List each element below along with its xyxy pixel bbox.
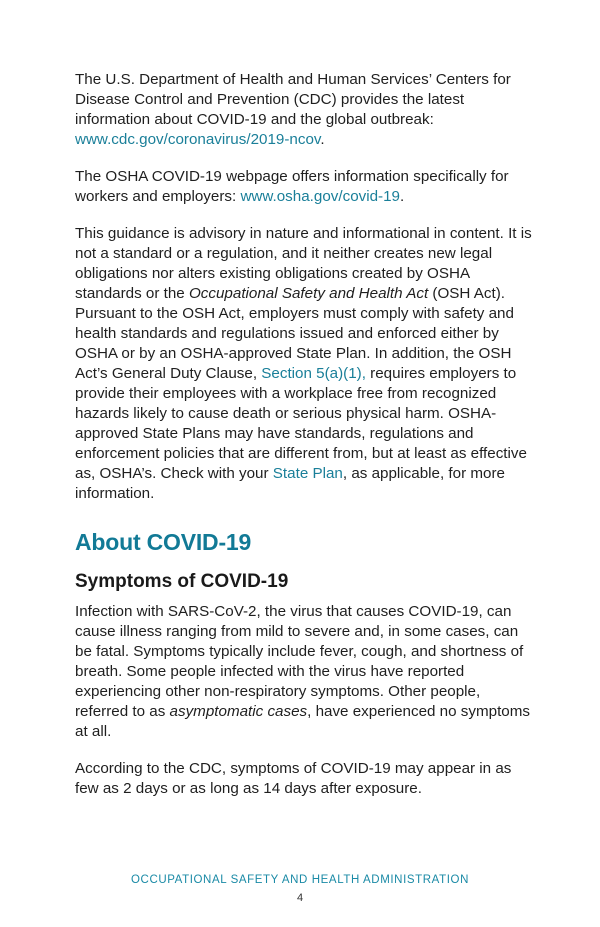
page-footer bbox=[0, 873, 600, 905]
paragraph-text: , have experienced no symptoms at all. bbox=[75, 703, 530, 740]
paragraph-text: (OSH Act). Pursuant to the OSH Act, employers must comply with safety and health standards and regulations issued and enforced either by OSHA or by an OSHA-approved State Plan. In addition, the OSH Act’s General Duty Clause, bbox=[75, 285, 514, 382]
footer-organization: OCCUPATIONAL SAFETY AND HEALTH ADMINISTRATION bbox=[131, 874, 469, 886]
paragraph-cdc bbox=[75, 70, 535, 150]
paragraph-text: , as applicable, for more information. bbox=[75, 465, 505, 502]
punctuation: . bbox=[400, 188, 405, 205]
subsection-heading: Symptoms of COVID-19 bbox=[75, 571, 289, 592]
paragraph-osha bbox=[75, 167, 535, 207]
section-heading: About COVID-19 bbox=[75, 529, 252, 555]
paragraph-text: The U.S. Department of Health and Human Services’ Centers for Disease Control and Prevention (CDC) provides the latest information about COVID-19 and the global outbreak: bbox=[75, 71, 511, 128]
state-plan-link[interactable]: State Plan bbox=[272, 465, 343, 482]
paragraph-incubation: According to the CDC, symptoms of COVID-19 may appear in as few as 2 days or as long as 14 days after exposure. bbox=[75, 760, 512, 797]
paragraph-guidance bbox=[75, 224, 535, 504]
paragraph-text: The OSHA COVID-19 webpage offers information specifically for workers and employers: bbox=[75, 168, 509, 205]
document-page bbox=[75, 70, 535, 816]
page-number: 4 bbox=[296, 892, 304, 904]
italic-term: asymptomatic cases bbox=[169, 703, 308, 720]
punctuation: . bbox=[320, 131, 325, 148]
section-5a1-link[interactable]: Section 5(a)(1), bbox=[261, 365, 366, 382]
paragraph-symptoms bbox=[75, 602, 535, 742]
act-title: Occupational Safety and Health Act bbox=[188, 285, 429, 302]
paragraph-text: Infection with SARS-CoV-2, the virus that causes COVID-19, can cause illness ranging from mild to severe and, in some cases, can be fatal. Symptoms typically include fever, cough, and shortness of breath. Some people infected with the virus have reported experiencing other non-respiratory symptoms. Other people, referred to as bbox=[75, 603, 524, 720]
cdc-link[interactable]: www.cdc.gov/coronavirus/2019-ncov bbox=[75, 131, 321, 148]
osha-link[interactable]: www.osha.gov/covid-19 bbox=[240, 188, 401, 205]
paragraph-text: requires employers to provide their employees with a workplace free from recognized hazards likely to cause death or serious physical harm. OSHA-approved State Plans may have standards, regulations and enforcement policies that are different from, but at least as effective as, OSHA’s. Check with your bbox=[75, 365, 527, 482]
paragraph-text: This guidance is advisory in nature and informational in content. It is not a standard or a regulation, and it neither creates new legal obligations nor alters existing obligations created by OSHA standards or the bbox=[75, 225, 532, 302]
